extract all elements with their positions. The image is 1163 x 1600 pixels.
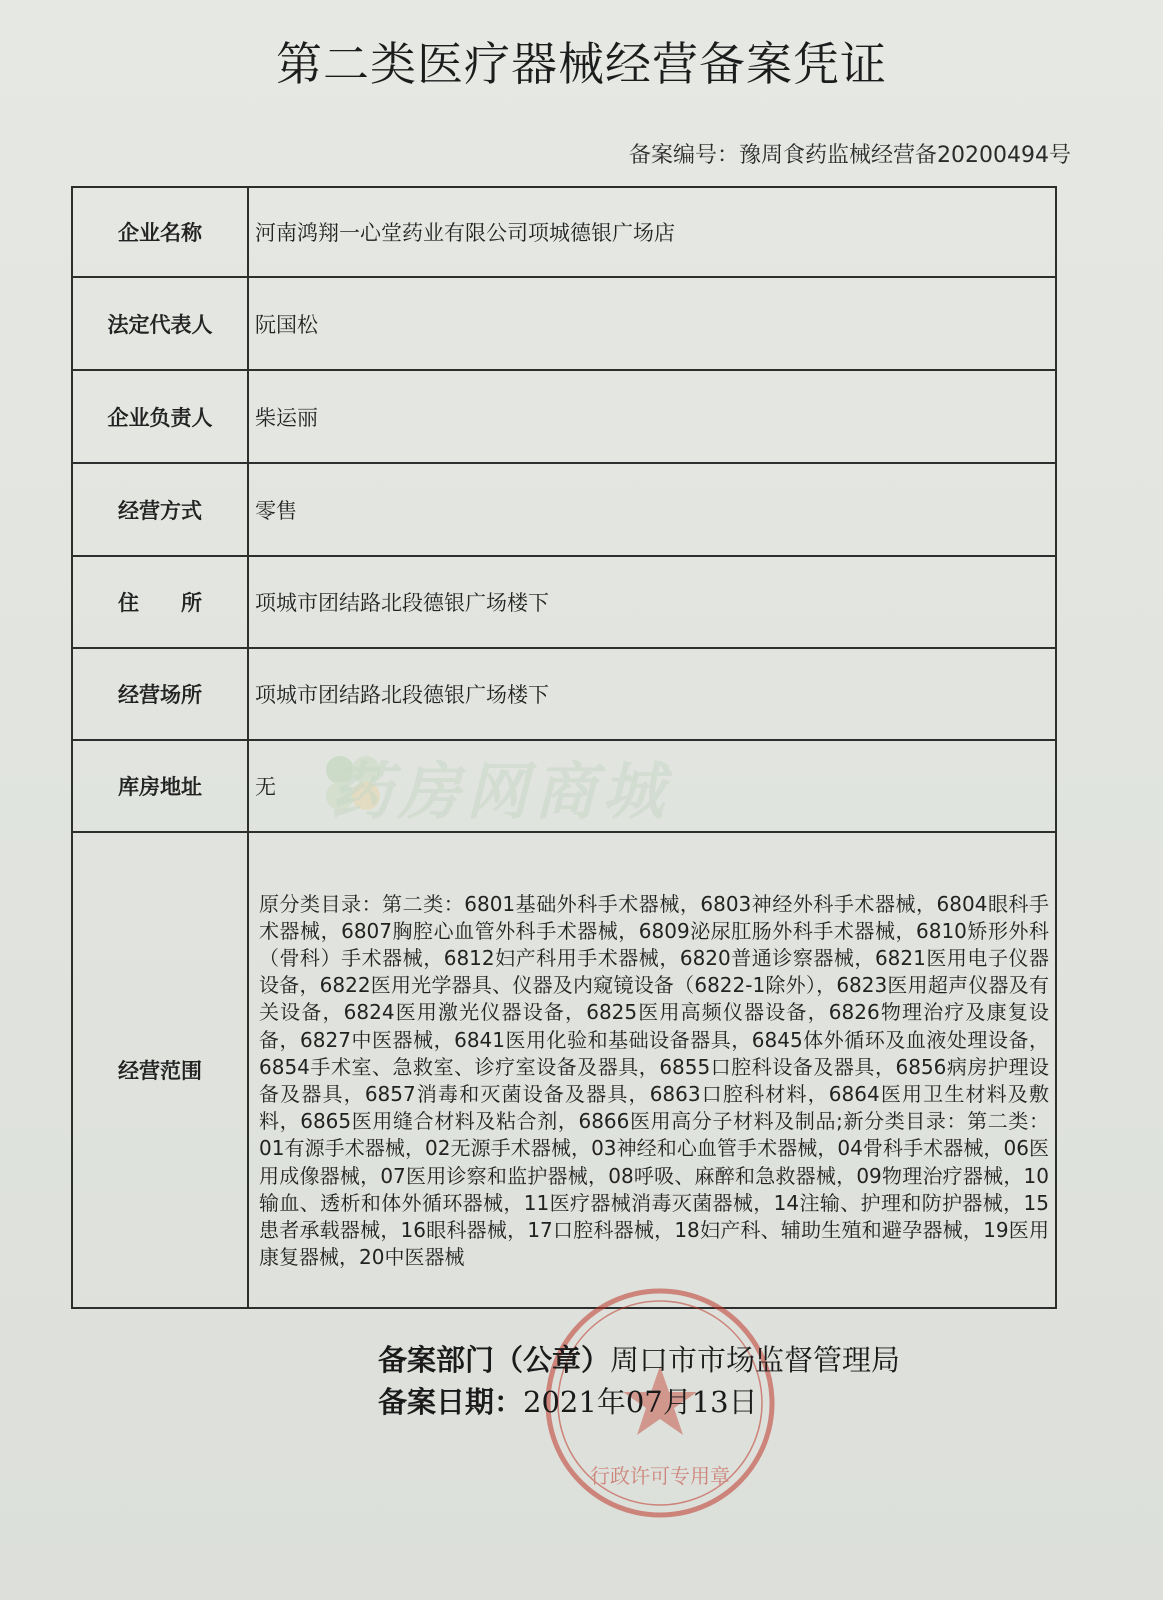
premises-label: 经营场所 (72, 648, 248, 740)
filing-department-value: 周口市市场监督管理局 (610, 1343, 901, 1377)
table-row (72, 832, 1056, 1308)
company-name-value: 河南鸿翔一心堂药业有限公司项城德银广场店 (248, 187, 1056, 277)
record-number (629, 138, 1071, 169)
watermark-text: 药房网商城 (330, 755, 671, 828)
record-number-label: 备案编号： (629, 143, 740, 168)
warehouse-label: 库房地址 (72, 740, 248, 832)
filing-department (378, 1338, 900, 1379)
filing-date (378, 1380, 758, 1421)
warehouse-value: 无 (248, 740, 1056, 832)
business-mode-label: 经营方式 (72, 463, 248, 556)
principal-value: 柴运丽 (248, 370, 1056, 463)
table-row (72, 740, 1056, 832)
filing-date-value: 2021年07月13日 (523, 1385, 758, 1419)
svg-text:行政许可专用章: 行政许可专用章 (590, 1464, 730, 1488)
table-row (72, 370, 1056, 463)
table-row (72, 463, 1056, 556)
residence-value: 项城市团结路北段德银广场楼下 (248, 556, 1056, 648)
filing-date-label: 备案日期： (378, 1385, 524, 1419)
residence-label: 住 所 (72, 556, 248, 648)
premises-value: 项城市团结路北段德银广场楼下 (248, 648, 1056, 740)
legal-rep-value: 阮国松 (248, 277, 1056, 370)
table-row (72, 277, 1056, 370)
table-row (72, 648, 1056, 740)
scope-label: 经营范围 (72, 832, 248, 1308)
certificate-table (71, 186, 1057, 1309)
scope-value: 原分类目录：第二类：6801基础外科手术器械，6803神经外科手术器械，6804眼科手术器械，6807胸腔心血管外科手术器械，6809泌尿肛肠外科手术器械，6810矫形外科（骨科）手术器械，6812妇产科用手术器械，6820普通诊察器械，6821医用电子仪器设备，6822医用光学器具、仪器及内窥镜设备（6822-1除外），6823医用超声仪器及有关设备，6824医用激光仪器设备，6825医用高频仪器设备，6826物理治疗及康复设备，6827中医器械，6841医用化验和基础设备器具，6845体外循环及血液处理设备，6854手术室、急救室、诊疗室设备及器具，6855口腔科设备及器具，6856病房护理设备及器具，6857消毒和灭菌设备及器具，6863口腔科材料，6864医用卫生材料及敷料，6865医用缝合材料及粘合剂，6866医用高分子材料及制品;新分类目录：第二类：01有源手术器械，02无源手术器械，03神经和心血管手术器械，04骨科手术器械，06医用成像器械，07医用诊察和监护器械，08呼吸、麻醉和急救器械，09物理治疗器械，10输血、透析和体外循环器械，11医疗器械消毒灭菌器械，14注输、护理和防护器械，15患者承载器械，16眼科器械，17口腔科器械，18妇产科、辅助生殖和避孕器械，19医用康复器械，20中医器械 (248, 832, 1056, 1308)
filing-department-label: 备案部门（公章） (378, 1343, 611, 1377)
business-mode-value: 零售 (248, 463, 1056, 556)
principal-label: 企业负责人 (72, 370, 248, 463)
table-row (72, 187, 1056, 277)
table-row (72, 556, 1056, 648)
legal-rep-label: 法定代表人 (72, 277, 248, 370)
record-number-value: 豫周食药监械经营备20200494号 (739, 143, 1071, 168)
company-name-label: 企业名称 (72, 187, 248, 277)
document-title: 第二类医疗器械经营备案凭证 (276, 37, 887, 91)
